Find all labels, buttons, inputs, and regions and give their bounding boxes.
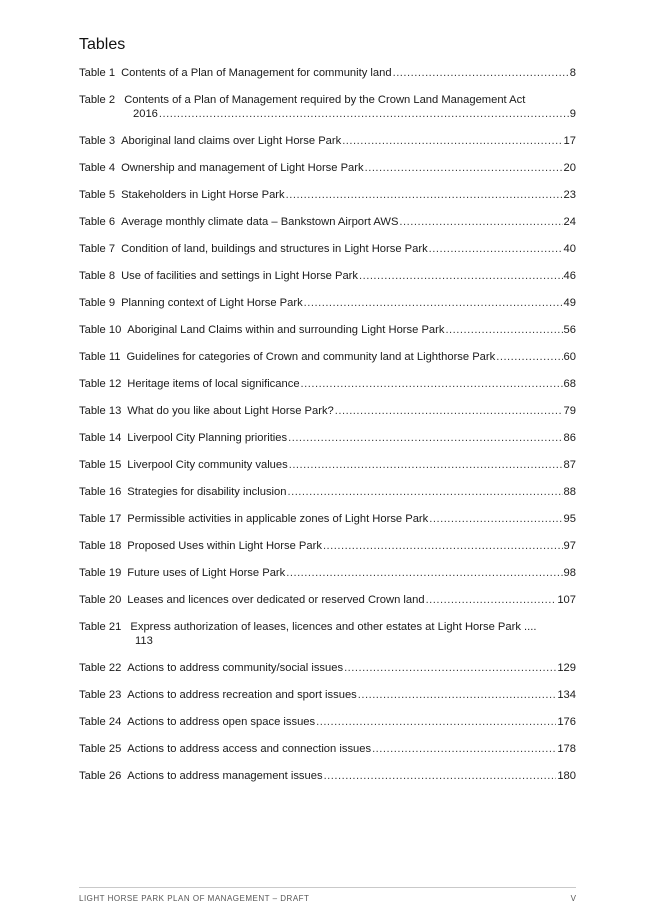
toc-entry-table-18[interactable] [79, 539, 576, 566]
entry-label: Table 18 [79, 540, 122, 552]
dot-leader [286, 188, 563, 202]
entry-page-number: 60 [563, 351, 576, 363]
toc-entry-table-25[interactable] [79, 742, 576, 769]
toc-entry-table-6[interactable] [79, 215, 576, 242]
dot-leader [399, 215, 562, 229]
entry-page-number: 86 [563, 432, 576, 444]
entry-label: Table 13 [79, 405, 122, 417]
entry-page-number: 24 [563, 216, 576, 228]
entry-label: Table 20 [79, 594, 122, 606]
dot-leader [445, 323, 562, 337]
entry-title: Aboriginal Land Claims within and surrounding Light Horse Park [127, 324, 445, 336]
entry-title: Average monthly climate data – Bankstown Airport AWS [121, 216, 399, 228]
toc-entry-table-26[interactable] [79, 769, 576, 796]
entry-title: Condition of land, buildings and structures in Light Horse Park [121, 243, 428, 255]
dot-leader [429, 512, 562, 526]
entry-label: Table 1 [79, 67, 116, 79]
toc-entry-table-16[interactable] [79, 485, 576, 512]
entry-title: Use of facilities and settings in Light Horse Park [121, 270, 358, 282]
entry-title: What do you like about Light Horse Park? [127, 405, 334, 417]
dot-leader [426, 593, 557, 607]
entry-label: Table 3 [79, 135, 116, 147]
entry-page-number: 56 [563, 324, 576, 336]
entry-page-number: 23 [563, 189, 576, 201]
entry-label: Table 6 [79, 216, 116, 228]
entry-page-number: 68 [563, 378, 576, 390]
dot-leader [289, 458, 563, 472]
toc-entry-table-10[interactable] [79, 323, 576, 350]
entry-label: Table 9 [79, 297, 116, 309]
entry-page-number: 178 [557, 743, 576, 755]
entry-title: Proposed Uses within Light Horse Park [127, 540, 322, 552]
entry-title: Actions to address access and connection issues [127, 743, 372, 755]
entry-page-number: 176 [557, 716, 576, 728]
entry-page-number: 98 [563, 567, 576, 579]
toc-entry-table-9[interactable] [79, 296, 576, 323]
entry-page-number: 8 [569, 67, 576, 79]
entry-label: Table 22 [79, 662, 122, 674]
entry-page-number: 9 [569, 108, 576, 120]
dot-leader [159, 107, 569, 121]
dot-leader [342, 134, 562, 148]
toc-entry-table-14[interactable] [79, 431, 576, 458]
dot-leader [287, 485, 562, 499]
dot-leader [358, 688, 557, 702]
entry-title: Permissible activities in applicable zones of Light Horse Park [127, 513, 429, 525]
entry-label: Table 12 [79, 378, 122, 390]
entry-label: Table 17 [79, 513, 122, 525]
footer-page-number: V [570, 894, 576, 903]
footer-divider [79, 887, 576, 888]
dot-leader [496, 350, 562, 364]
toc-entry-table-17[interactable] [79, 512, 576, 539]
entry-label: Table 11 [79, 351, 121, 363]
toc-entry-table-3[interactable] [79, 134, 576, 161]
entry-page-number: 134 [557, 689, 576, 701]
dot-leader [324, 769, 557, 783]
entry-title: Ownership and management of Light Horse Park [121, 162, 364, 174]
toc-entry-table-2[interactable] [79, 93, 576, 134]
entry-label: Table 19 [79, 567, 122, 579]
entry-label: Table 16 [79, 486, 122, 498]
toc-entry-table-22[interactable] [79, 661, 576, 688]
entry-label: Table 10 [79, 324, 122, 336]
entry-title: Contents of a Plan of Management for community land [121, 67, 392, 79]
entry-label: Table 7 [79, 243, 116, 255]
entry-label: Table 26 [79, 770, 122, 782]
entry-page-number: 95 [563, 513, 576, 525]
entry-page-number: 49 [563, 297, 576, 309]
entry-label: Table 8 [79, 270, 116, 282]
entry-label: Table 5 [79, 189, 116, 201]
toc-entry-table-23[interactable] [79, 688, 576, 715]
dot-leader [344, 661, 556, 675]
entry-page-number: 107 [557, 594, 576, 606]
dot-leader [429, 242, 563, 256]
entry-page-number: 20 [563, 162, 576, 174]
dot-leader [393, 66, 569, 80]
entry-title: Express authorization of leases, licences and other estates at Light Horse Park .... [130, 621, 537, 633]
footer-document-title: LIGHT HORSE PARK PLAN OF MANAGEMENT – DRAFT [79, 894, 310, 903]
entry-title: Actions to address management issues [127, 770, 323, 782]
entry-title: Future uses of Light Horse Park [127, 567, 286, 579]
dot-leader [301, 377, 563, 391]
dot-leader [323, 539, 563, 553]
entry-page-number: 46 [563, 270, 576, 282]
entry-title: Liverpool City Planning priorities [127, 432, 288, 444]
entry-title-continued: 2016 [133, 108, 158, 120]
entry-title: Stakeholders in Light Horse Park [121, 189, 285, 201]
dot-leader [359, 269, 563, 283]
entry-title: Guidelines for categories of Crown and community land at Lighthorse Park [126, 351, 496, 363]
toc-entry-table-21[interactable] [79, 620, 576, 661]
entry-label: Table 4 [79, 162, 116, 174]
toc-entry-table-7[interactable] [79, 242, 576, 269]
toc-entry-table-20[interactable] [79, 593, 576, 620]
entry-page-number: 17 [563, 135, 576, 147]
entry-label: Table 24 [79, 716, 122, 728]
entry-page-number: 97 [563, 540, 576, 552]
entry-label: Table 15 [79, 459, 122, 471]
toc-entry-table-1[interactable] [79, 66, 576, 93]
dot-leader [365, 161, 563, 175]
entry-title: Contents of a Plan of Management required by the Crown Land Management Act [124, 94, 526, 106]
toc-entry-table-5[interactable] [79, 188, 576, 215]
entry-label: Table 2 [79, 94, 116, 106]
entry-label: Table 25 [79, 743, 122, 755]
entry-title: Actions to address open space issues [127, 716, 316, 728]
toc-entry-table-8[interactable] [79, 269, 576, 296]
entry-page-number: 88 [563, 486, 576, 498]
toc-entry-table-11[interactable] [79, 350, 576, 377]
entry-page-number: 113 [135, 635, 153, 647]
toc-entry-table-12[interactable] [79, 377, 576, 404]
dot-leader [304, 296, 563, 310]
entry-page-number: 129 [557, 662, 576, 674]
dot-leader [288, 431, 562, 445]
entry-page-number: 79 [563, 405, 576, 417]
entry-title: Leases and licences over dedicated or reserved Crown land [127, 594, 425, 606]
entry-title: Liverpool City community values [127, 459, 288, 471]
entry-title: Strategies for disability inclusion [127, 486, 287, 498]
page-title: Tables [79, 36, 126, 53]
toc-entry-table-24[interactable] [79, 715, 576, 742]
entry-label: Table 21 [79, 621, 122, 633]
dot-leader [335, 404, 563, 418]
entry-title: Actions to address recreation and sport issues [127, 689, 357, 701]
entry-title: Planning context of Light Horse Park [121, 297, 303, 309]
entry-title: Aboriginal land claims over Light Horse Park [121, 135, 342, 147]
entry-page-number: 87 [563, 459, 576, 471]
toc-entry-table-19[interactable] [79, 566, 576, 593]
entry-page-number: 40 [563, 243, 576, 255]
table-of-tables [79, 66, 576, 796]
entry-label: Table 23 [79, 689, 122, 701]
toc-entry-table-15[interactable] [79, 458, 576, 485]
entry-title: Heritage items of local significance [127, 378, 300, 390]
dot-leader [316, 715, 556, 729]
dot-leader [286, 566, 562, 580]
entry-title: Actions to address community/social issues [127, 662, 344, 674]
dot-leader [372, 742, 556, 756]
toc-entry-table-13[interactable] [79, 404, 576, 431]
toc-entry-table-4[interactable] [79, 161, 576, 188]
entry-label: Table 14 [79, 432, 122, 444]
entry-page-number: 180 [557, 770, 576, 782]
